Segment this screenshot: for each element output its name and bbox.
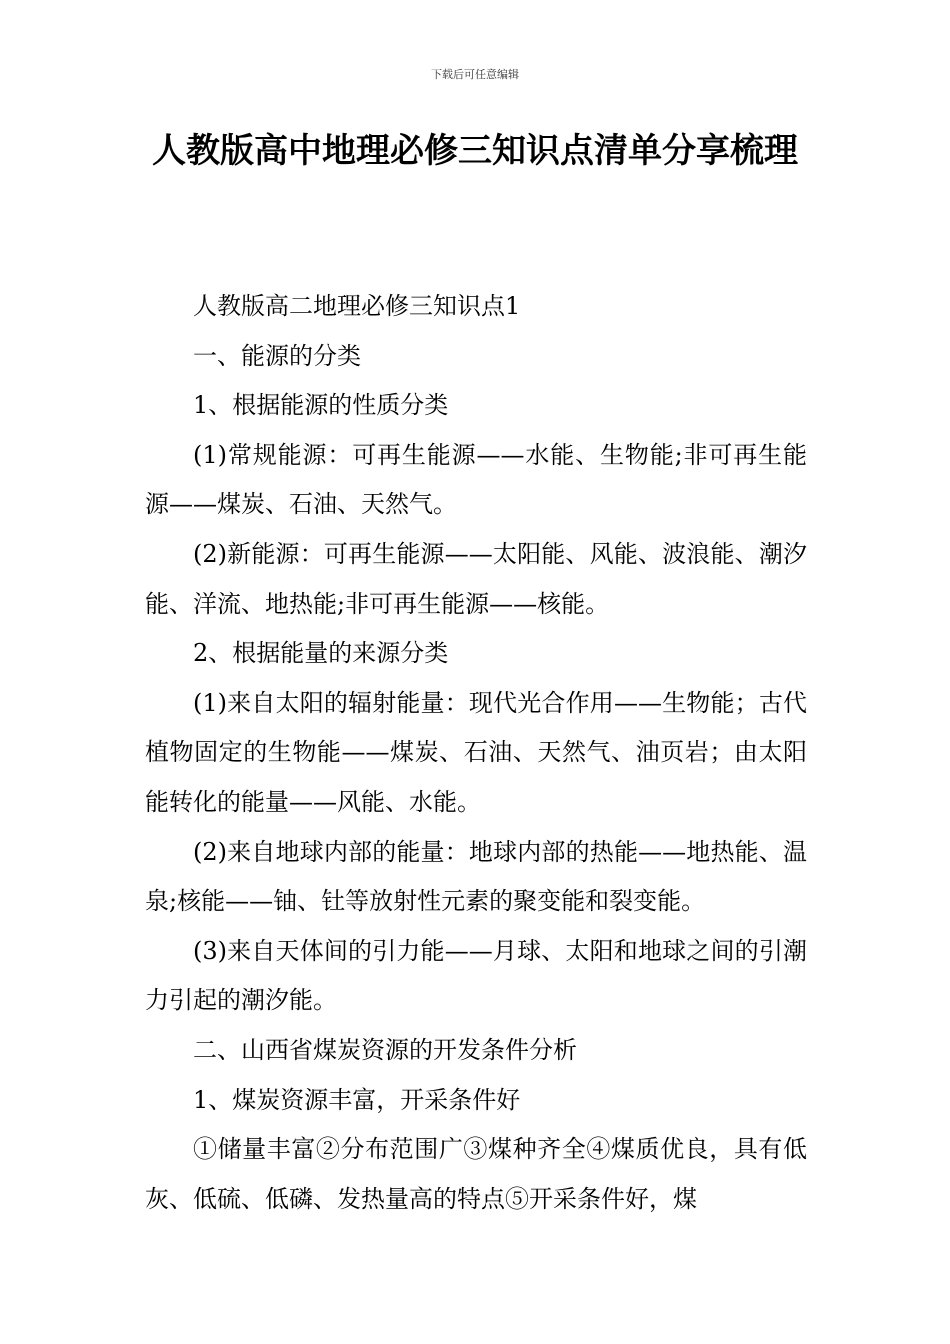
paragraph-heading-energy-classification: 一、能源的分类 (193, 341, 361, 370)
page-title: 人教版高中地理必修三知识点清单分享梳理 (152, 131, 798, 171)
paragraph-subheading-by-source: 2、根据能量的来源分类 (193, 639, 449, 668)
paragraph-section-heading: 人教版高二地理必修三知识点1 (193, 292, 521, 320)
paragraph-conventional-energy: (1)常规能源：可再生能源——水能、生物能;非可再生能源——煤炭、石油、天然气。 (145, 440, 807, 519)
header-note: 下载后可任意编辑 (431, 68, 519, 81)
paragraph-earth-interior: (2)来自地球内部的能量：地球内部的热能——地热能、温泉;核能——铀、钍等放射性元素的聚变能和裂变能。 (145, 837, 807, 916)
paragraph-gravitational: (3)来自天体间的引力能——月球、太阳和地球之间的引潮力引起的潮汐能。 (145, 936, 807, 1015)
paragraph-solar-radiation: (1)来自太阳的辐射能量：现代光合作用——生物能；古代植物固定的生物能——煤炭、石油、天然气、油页岩；由太阳能转化的能量——风能、水能。 (145, 688, 807, 816)
paragraph-subheading-coal-rich: 1、煤炭资源丰富，开采条件好 (193, 1085, 521, 1114)
paragraph-new-energy: (2)新能源：可再生能源——太阳能、风能、波浪能、潮汐能、洋流、地热能;非可再生能源——核能。 (145, 539, 807, 618)
paragraph-coal-features: ①储量丰富②分布范围广③煤种齐全④煤质优良，具有低灰、低硫、低磷、发热量高的特点⑤开采条件好，煤 (145, 1135, 807, 1213)
paragraph-heading-shanxi-coal: 二、山西省煤炭资源的开发条件分析 (193, 1035, 577, 1064)
paragraph-subheading-by-nature: 1、根据能源的性质分类 (193, 391, 449, 420)
document-body (145, 282, 807, 1224)
